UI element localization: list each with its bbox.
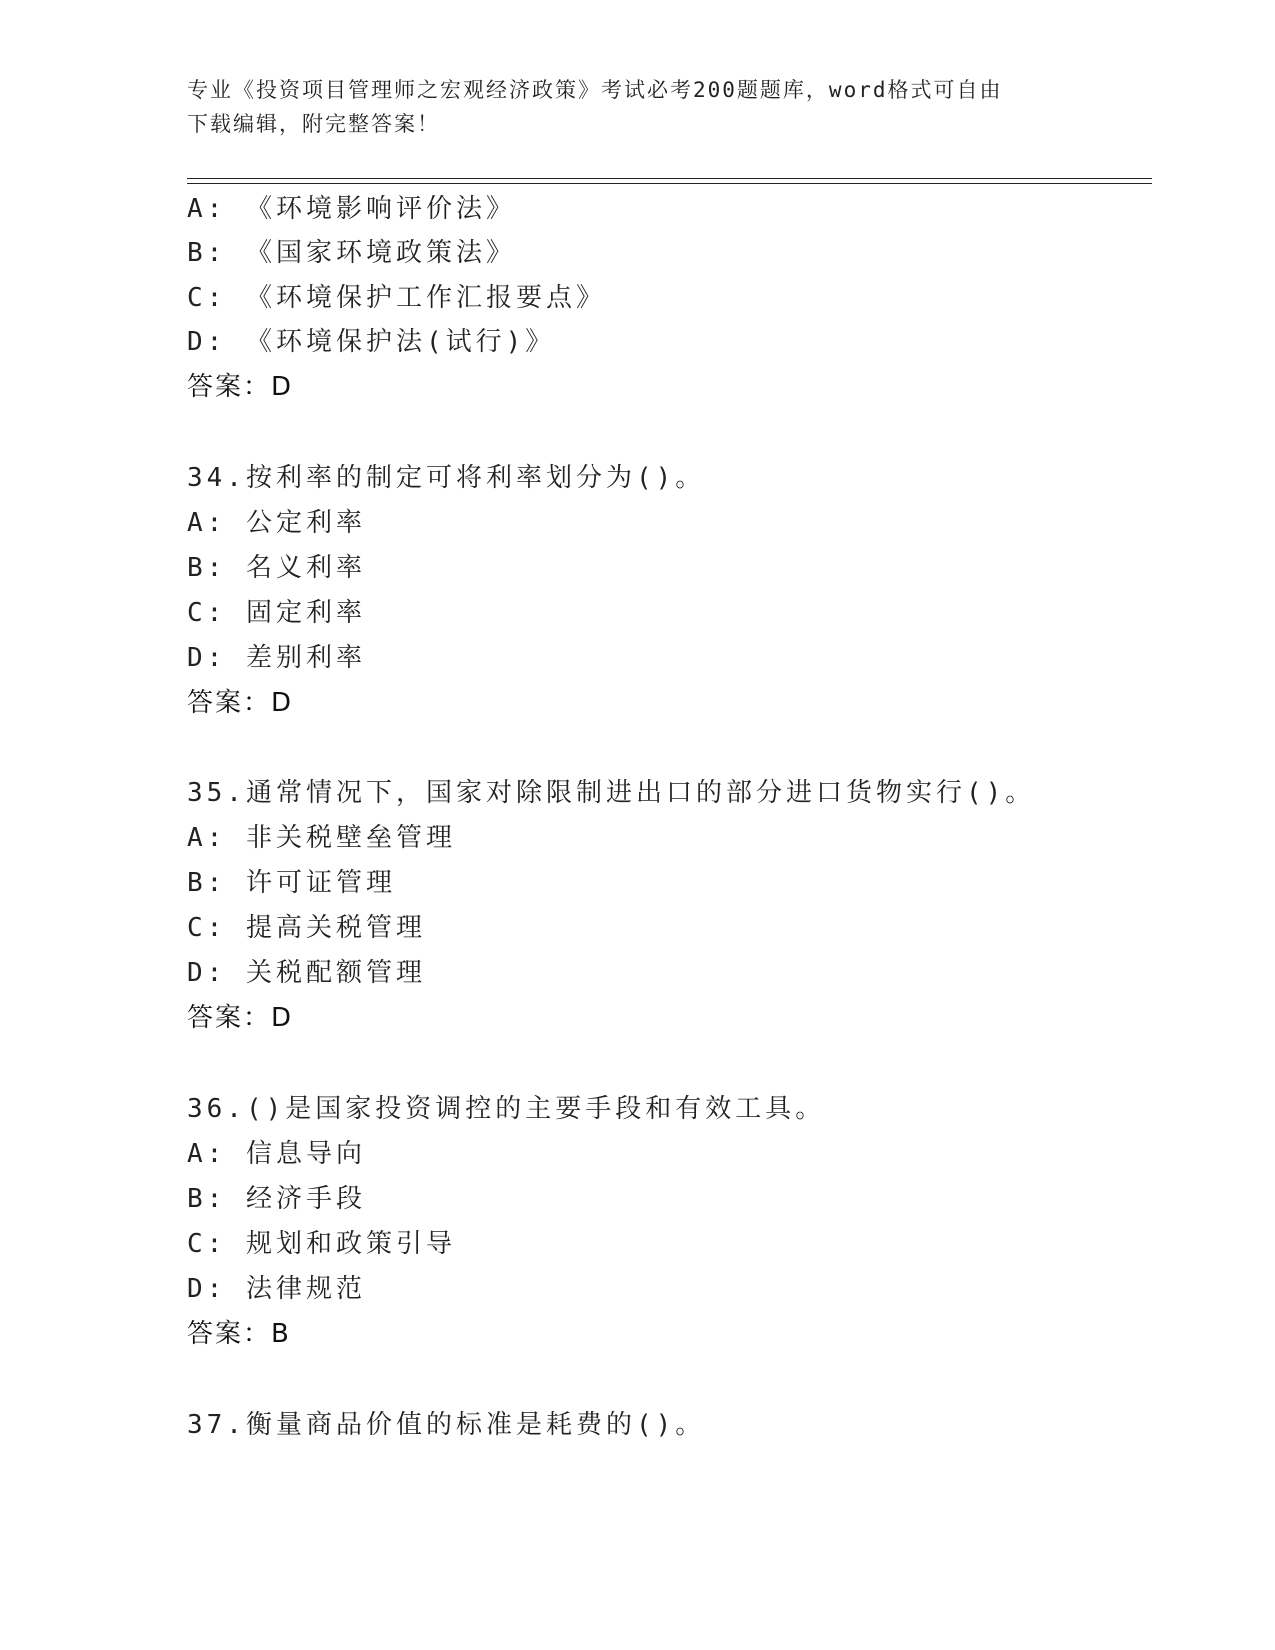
q34-option-d: D: 差别利率 (187, 643, 366, 673)
q33-answer: 答案：D (187, 372, 294, 402)
q34-option-a: A: 公定利率 (187, 508, 366, 538)
q34-stem: 34.按利率的制定可将利率划分为()。 (187, 463, 706, 493)
q36-option-c: C: 规划和政策引导 (187, 1229, 456, 1259)
q37-stem: 37.衡量商品价值的标准是耗费的()。 (187, 1410, 706, 1440)
q34-option-c: C: 固定利率 (187, 598, 366, 628)
q35-stem: 35.通常情况下，国家对除限制进出口的部分进口货物实行()。 (187, 778, 1036, 808)
q34-answer: 答案：D (187, 688, 294, 718)
header-line-1: 专业《投资项目管理师之宏观经济政策》考试必考200题题库，word格式可自由 (187, 78, 1003, 102)
q35-option-a: A: 非关税壁垒管理 (187, 823, 456, 853)
q33-option-a: A: 《环境影响评价法》 (187, 194, 516, 224)
header-rule-top (187, 178, 1152, 179)
q33-option-b: B: 《国家环境政策法》 (187, 238, 516, 268)
q35-option-d: D: 关税配额管理 (187, 958, 426, 988)
q36-option-b: B: 经济手段 (187, 1184, 366, 1214)
header-rule-bottom (187, 183, 1152, 184)
header-line-2: 下载编辑，附完整答案！ (187, 112, 440, 136)
q36-answer: 答案：B (187, 1319, 291, 1349)
q34-option-b: B: 名义利率 (187, 553, 366, 583)
document-header (187, 73, 1087, 141)
q36-option-a: A: 信息导向 (187, 1139, 366, 1169)
q35-option-b: B: 许可证管理 (187, 868, 396, 898)
q33-option-c: C: 《环境保护工作汇报要点》 (187, 283, 606, 313)
q36-stem: 36.()是国家投资调控的主要手段和有效工具。 (187, 1094, 826, 1124)
q36-option-d: D: 法律规范 (187, 1274, 366, 1304)
q35-answer: 答案：D (187, 1003, 294, 1033)
q35-option-c: C: 提高关税管理 (187, 913, 426, 943)
q33-option-d: D: 《环境保护法(试行)》 (187, 327, 556, 357)
